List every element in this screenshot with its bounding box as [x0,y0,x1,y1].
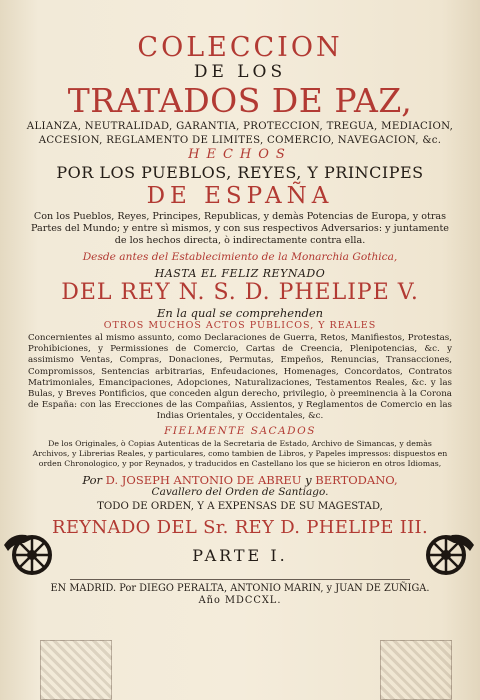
todo-de-orden-line: TODO DE ORDEN, Y A EXPENSAS DE SU MAGESTAD, [97,501,383,513]
desde-line: Desde antes del Establecimiento de la Monarchia Gothica, [82,250,398,263]
title-coleccion: COLECCION [137,32,343,63]
hasta-line: HASTA EL FELIZ REYNADO [154,266,326,280]
parte-heading: PARTE I. [192,545,288,565]
author-surname: BERTODANO, [315,473,398,488]
paragraph-potencias: Con los Pueblos, Reyes, Principes, Republicas, y demàs Potencias de Europa, y otras Partes del Mundo; y entre sì mismos, y con sus respectivos Adversarios: y juntamente de los hechos directa, ò indirectamente contra ella. [31,210,449,247]
paragraph-originales: De los Originales, ò Copias Autenticas de la Secretaria de Estado, Archivo de Simancas, y demàs Archivos, y Librerias Reales, y particulares, como tambien de Libros, y Papeles impressos: dispuestos en orden Chronologico, y por Reynados, y traducidos en Castellano los que se hicieron en otros Idiomas, [32,438,448,469]
author-y: y [305,473,312,488]
hechos-heading: HECHOS [188,147,292,163]
imprint-rule [70,579,410,580]
subtitle-line-2: ACCESION, REGLAMENTO DE LIMITES, COMERCIO, NAVEGACION, &c. [38,134,442,146]
library-stamp-left [40,640,112,700]
author-line [20,474,460,486]
cavallero-line: Cavallero del Orden de Santiago. [151,486,329,499]
title-de-los: DE LOS [193,62,287,83]
reynado-heading: REYNADO DEL Sr. REY D. PHELIPE III. [52,516,428,538]
subtitle-line-1: ALIANZA, NEUTRALIDAD, GARANTIA, PROTECCION, TREGUA, MEDIACION, [26,120,454,132]
otros-actos-line: OTROS MUCHOS ACTOS PUBLICOS, Y REALES [103,320,377,332]
imprint-line: EN MADRID. Por DIEGO PERALTA, ANTONIO MARIN, y JUAN DE ZUÑIGA. [50,582,430,594]
author-por: Por [82,473,103,488]
del-rey-heading: DEL REY N. S. D. PHELIPE V. [61,280,419,306]
title-tratados: TRATADOS DE PAZ, [67,81,413,121]
pueblos-line: POR LOS PUEBLOS, REYES, Y PRINCIPES [56,162,424,182]
paragraph-concernientes: Concernientes al mismo assunto, como Declaraciones de Guerra, Retos, Manifiestos, Protestas, Prohibiciones, y Permissiones de Comercio, Cartas de Creencia, Plenipotencias, &c. y assimismo Ventas, Compras, Donaciones, Permutas, Empeños, Renuncias, Transacciones, Compromissos, Sentencias arbitrarias, Enfeudaciones, Homenages, Concordatos, Contratos Matrimoniales, Emancipaciones, Adopciones, Naturalizaciones, Testamentos Reales, &c. y las Bulas, y Breves Pontificios, que conceden algun derecho, privilegio, ò preeminencia à la Corona de España: con las Erecciones de las Compañias, Assientos, y Reglamentos de Comercio en las Indias Orientales, y Occidentales, &c. [28,333,452,421]
fielmente-heading: FIELMENTE SACADOS [164,424,316,437]
espana-heading: DE ESPAÑA [146,182,334,209]
hand-with-wheel-icon [412,523,476,585]
en-la-qual-line: En la qual se comprehenden [156,306,324,321]
year-line: Año MDCCXL. [198,594,282,606]
author-name: D. JOSEPH ANTONIO DE ABREU [105,473,302,488]
hand-with-wheel-icon [2,523,66,585]
library-stamp-right [380,640,452,700]
